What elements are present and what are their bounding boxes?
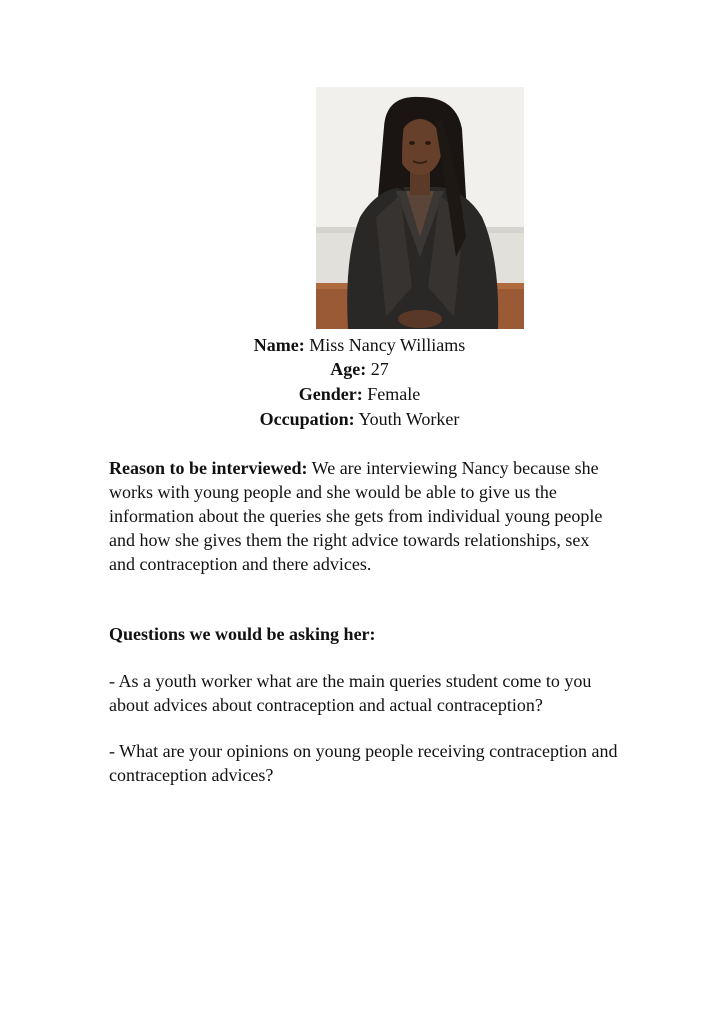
occupation-line [0,407,719,432]
occupation-value: Youth Worker [358,409,460,429]
gender-line [0,382,719,407]
questions-heading: Questions we would be asking her: [109,624,376,644]
question-item: - What are your opinions on young people receiving contraception and contraception advices? [109,741,618,785]
name-label: Name: [253,335,305,355]
question-item: - As a youth worker what are the main queries student come to you about advices about contraception and actual contraception? [109,671,592,715]
name-value: Miss Nancy Williams [309,335,466,355]
reason-paragraph [109,456,619,576]
name-line [0,333,719,358]
interviewee-photo [316,87,524,329]
age-label: Age: [330,359,367,379]
gender-value: Female [367,384,421,404]
reason-text: We are interviewing Nancy because she works with young people and she would be able to give us the information about the queries she gets from individual young people and how she gives them the right advice towards relationships, sex and contraception and there advices. [109,458,603,574]
occupation-label: Occupation: [259,409,355,429]
gender-label: Gender: [298,384,363,404]
reason-label: Reason to be interviewed: [109,458,308,478]
age-value: 27 [370,359,389,379]
age-line [0,357,719,382]
